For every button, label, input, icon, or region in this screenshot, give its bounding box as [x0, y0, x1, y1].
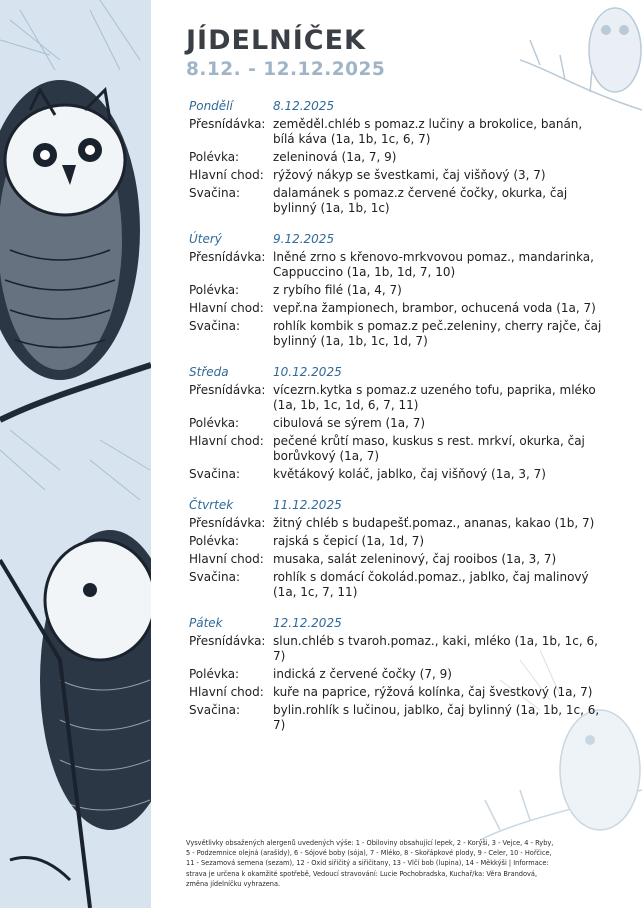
- day-section-wednesday: [189, 363, 609, 482]
- meal-label: Přesnídávka:: [189, 383, 266, 397]
- meal-label: Hlavní chod:: [189, 685, 264, 699]
- day-date: 12.12.2025: [273, 616, 342, 630]
- meal-text: cibulová se sýrem (1a, 7): [273, 416, 426, 430]
- meal-row: [189, 552, 609, 567]
- meal-row: [189, 634, 609, 664]
- menu-list: [189, 97, 609, 747]
- meal-row: [189, 383, 609, 413]
- meal-label: Polévka:: [189, 534, 240, 548]
- meal-label: Přesnídávka:: [189, 516, 266, 530]
- meal-text: indická z červené čočky (7, 9): [273, 667, 452, 681]
- meal-row: [189, 301, 609, 316]
- meal-row: [189, 534, 609, 549]
- owl-illustration: [0, 0, 151, 908]
- meal-row: [189, 516, 609, 531]
- meal-label: Polévka:: [189, 283, 240, 297]
- meal-text: slun.chléb s tvaroh.pomaz., kaki, mléko (1a, 1b, 1c, 6, 7): [273, 634, 598, 663]
- day-date: 8.12.2025: [273, 99, 335, 113]
- meal-row: [189, 186, 609, 216]
- meal-row: [189, 667, 609, 682]
- meal-text: rajská s čepicí (1a, 1d, 7): [273, 534, 425, 548]
- day-name: Středa: [189, 365, 229, 379]
- meal-row: [189, 117, 609, 147]
- meal-text: rýžový nákyp se švestkami, čaj višňový (3, 7): [273, 168, 546, 182]
- day-section-thursday: [189, 496, 609, 600]
- day-date: 9.12.2025: [273, 232, 335, 246]
- meal-text: z rybího filé (1a, 4, 7): [273, 283, 402, 297]
- meal-text: dalamánek s pomaz.z červené čočky, okurka, čaj bylinný (1a, 1b, 1c): [273, 186, 568, 215]
- page-title: JÍDELNÍČEK: [186, 25, 366, 56]
- meal-text: žitný chléb s budapešť.pomaz., ananas, kakao (1b, 7): [273, 516, 595, 530]
- allergen-footnote: Vysvětlivky obsažených alergenů uvedených výše: 1 - Obiloviny obsahující lepek, 2 - Korýši, 3 - Vejce, 4 - Ryby, 5 - Podzemnice olejná (arašídy), 6 - Sójové boby (sója), 7 - Mléko, 8 - Skořápkové plody, 9 - Celer, 10 - Hořčice, 11 - Sezamová semena (sezam), 12 - Oxid siřičitý a siřičitany, 13 - Vlčí bob (lupina), 14 - Měkkýši | Informace: strava je určena k okamžité spotřebě, Vedoucí stravování: Lucie Pochobradska, Kuchař/ka: Věra Brandová, změna jídelníčku vyhrazena.: [186, 839, 554, 888]
- meal-text: zeleninová (1a, 7, 9): [273, 150, 397, 164]
- meal-label: Polévka:: [189, 667, 240, 681]
- meal-row: [189, 685, 609, 700]
- meal-label: Přesnídávka:: [189, 634, 266, 648]
- meal-label: Hlavní chod:: [189, 301, 264, 315]
- day-section-friday: [189, 614, 609, 733]
- meal-text: kuře na paprice, rýžová kolínka, čaj švestkový (1a, 7): [273, 685, 593, 699]
- day-name: Úterý: [189, 232, 222, 246]
- meal-text: musaka, salát zeleninový, čaj rooibos (1a, 3, 7): [273, 552, 557, 566]
- meal-label: Svačina:: [189, 570, 241, 584]
- meal-text: vícezrn.kytka s pomaz.z uzeného tofu, paprika, mléko (1a, 1b, 1c, 1d, 6, 7, 11): [273, 383, 596, 412]
- meal-label: Hlavní chod:: [189, 168, 264, 182]
- meal-label: Svačina:: [189, 319, 241, 333]
- day-section-monday: [189, 97, 609, 216]
- day-name: Čtvrtek: [189, 498, 234, 512]
- meal-label: Svačina:: [189, 186, 241, 200]
- meal-label: Svačina:: [189, 467, 241, 481]
- meal-row: [189, 319, 609, 349]
- meal-text: vepř.na žampionech, brambor, ochucená voda (1a, 7): [273, 301, 596, 315]
- meal-text: rohlík s domácí čokolád.pomaz., jablko, čaj malinový (1a, 1c, 7, 11): [273, 570, 589, 599]
- meal-text: bylin.rohlík s lučinou, jablko, čaj bylinný (1a, 1b, 1c, 6, 7): [273, 703, 600, 732]
- meal-text: zeměděl.chléb s pomaz.z lučiny a brokolice, banán, bílá káva (1a, 1b, 1c, 6, 7): [273, 117, 583, 146]
- day-date: 10.12.2025: [273, 365, 342, 379]
- meal-row: [189, 168, 609, 183]
- day-section-tuesday: [189, 230, 609, 349]
- meal-label: Polévka:: [189, 416, 240, 430]
- meal-label: Hlavní chod:: [189, 434, 264, 448]
- meal-label: Přesnídávka:: [189, 117, 266, 131]
- meal-text: rohlík kombik s pomaz.z peč.zeleniny, cherry rajče, čaj bylinný (1a, 1b, 1c, 1d, 7): [273, 319, 602, 348]
- day-date: 11.12.2025: [273, 498, 342, 512]
- date-range: 8.12. - 12.12.2025: [186, 59, 386, 80]
- meal-label: Polévka:: [189, 150, 240, 164]
- side-illustration-panel: [0, 0, 151, 908]
- meal-row: [189, 434, 609, 464]
- meal-text: lněné zrno s křenovo-mrkvovou pomaz., mandarinka, Cappuccino (1a, 1b, 1d, 7, 10): [273, 250, 594, 279]
- meal-row: [189, 570, 609, 600]
- meal-row: [189, 416, 609, 431]
- meal-text: pečené krůtí maso, kuskus s rest. mrkví, okurka, čaj borůvkový (1a, 7): [273, 434, 585, 463]
- day-name: Pátek: [189, 616, 223, 630]
- day-name: Pondělí: [189, 99, 233, 113]
- meal-label: Hlavní chod:: [189, 552, 264, 566]
- meal-label: Svačina:: [189, 703, 241, 717]
- meal-row: [189, 703, 609, 733]
- meal-row: [189, 283, 609, 298]
- meal-row: [189, 250, 609, 280]
- meal-label: Přesnídávka:: [189, 250, 266, 264]
- meal-row: [189, 467, 609, 482]
- meal-row: [189, 150, 609, 165]
- meal-text: květákový koláč, jablko, čaj višňový (1a, 3, 7): [273, 467, 546, 481]
